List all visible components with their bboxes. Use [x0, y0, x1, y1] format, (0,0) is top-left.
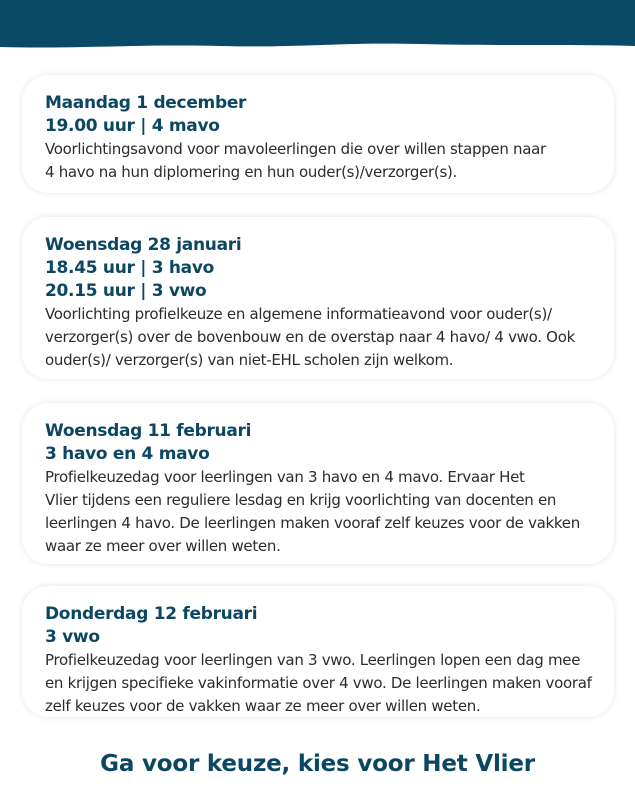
event-date: Woensdag 28 januari [45, 235, 242, 255]
event-description: Profielkeuzedag voor leerlingen van 3 vwo. Leerlingen lopen een dag mee en krijgen specifieke vakinformatie over 4 vwo. De leerlingen maken vooraf zelf keuzes voor de vakken waar ze meer over willen weten. [45, 651, 592, 715]
event-description: Voorlichtingsavond voor mavoleerlingen die over willen stappen naar 4 havo na hun diplomering en hun ouder(s)/verzorger(s). [45, 140, 546, 181]
event-card [22, 586, 614, 717]
event-description: Profielkeuzedag voor leerlingen van 3 havo en 4 mavo. Ervaar Het Vlier tijdens een reguliere lesdag en krijg voorlichting van docenten en leerlingen 4 havo. De leerlingen maken vooraf zelf keuzes voor de vakken waar ze meer over willen weten. [45, 468, 580, 555]
event-card [22, 217, 614, 379]
event-card [22, 75, 614, 193]
top-wave-band [0, 0, 635, 56]
event-date: Donderdag 12 februari [45, 604, 258, 624]
tagline: Ga voor keuze, kies voor Het Vlier [100, 751, 535, 777]
event-date: Maandag 1 december [45, 93, 247, 113]
event-audience: 3 vwo [45, 627, 100, 647]
event-card [22, 403, 614, 564]
event-list [22, 75, 614, 741]
event-date: Woensdag 11 februari [45, 421, 252, 441]
event-audience: 3 havo en 4 mavo [45, 444, 210, 464]
event-time: 20.15 uur | 3 vwo [45, 281, 207, 301]
event-time: 18.45 uur | 3 havo [45, 258, 215, 278]
event-description: Voorlichting profielkeuze en algemene informatieavond voor ouder(s)/ verzorger(s) over de bovenbouw en de overstap naar 4 havo/ 4 vwo. Ook ouder(s)/ verzorger(s) van niet-EHL scholen zijn welkom. [45, 305, 575, 369]
wave-shape [0, 0, 635, 56]
event-time: 19.00 uur | 4 mavo [45, 116, 220, 136]
